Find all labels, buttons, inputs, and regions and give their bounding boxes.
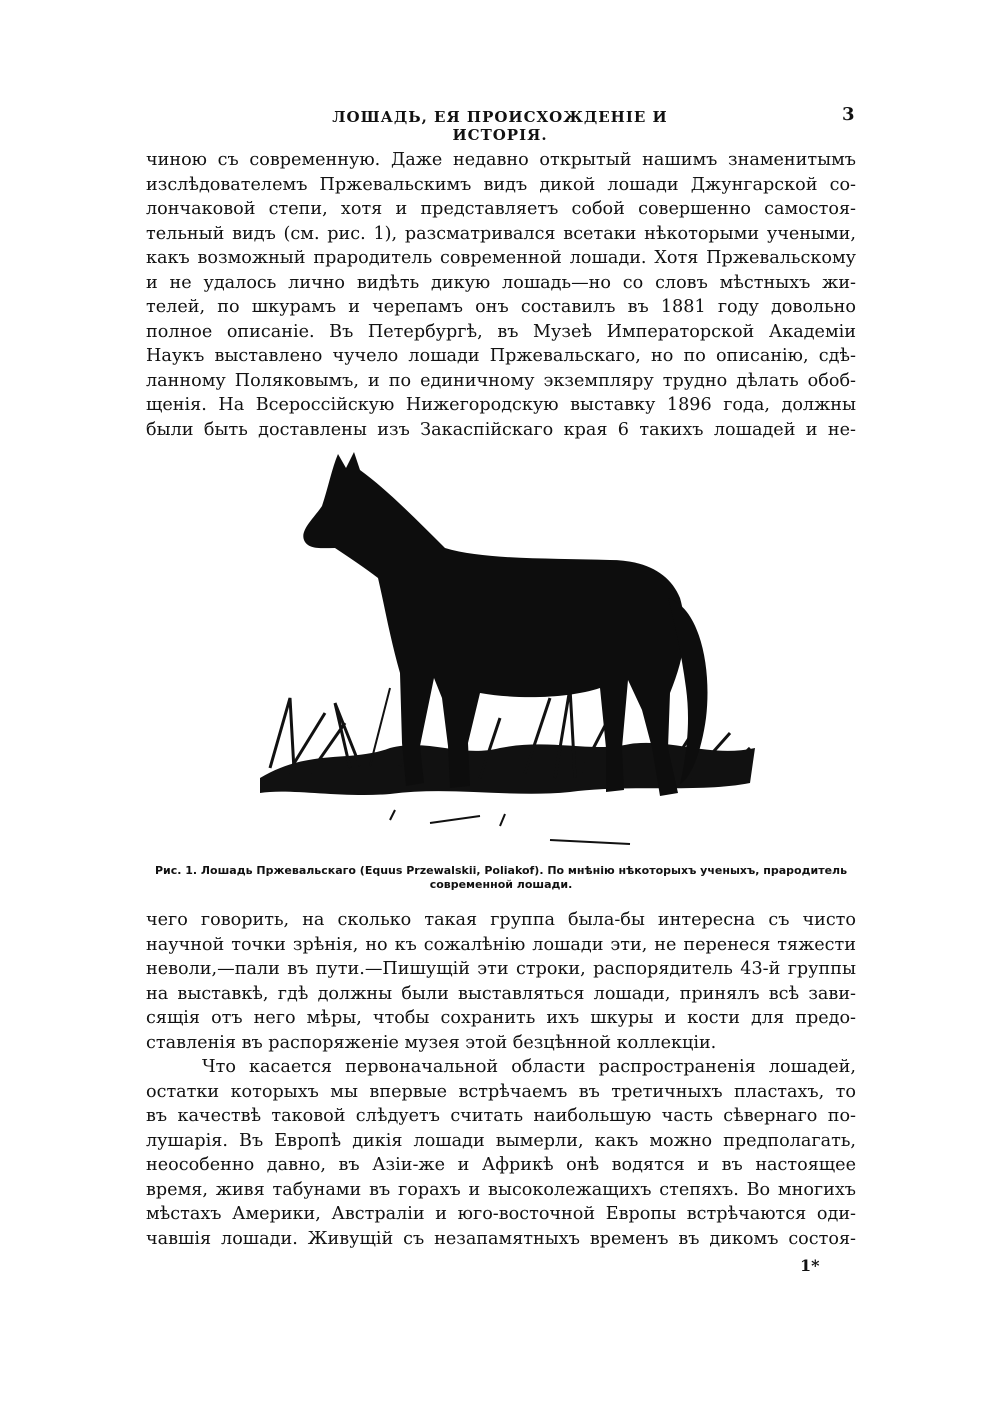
text-line: Наукъ выставлено чучело лошади Пржевальскаго, но по описанію, сдѣ-	[146, 346, 856, 366]
running-title: ЛОШАДЬ, ЕЯ ПРОИСХОЖДЕНІЕ И ИСТОРІЯ.	[332, 108, 668, 144]
signature-mark: 1*	[800, 1256, 820, 1275]
text-line: были быть доставлены изъ Закаспійскаго края 6 такихъ лошадей и не-	[146, 419, 856, 440]
text-line: чавшія лошади. Живущій съ незапамятныхъ временъ въ дикомъ состоя-	[146, 1228, 856, 1249]
text-line: чего говорить, на сколько такая группа была-бы интересна съ чисто	[146, 910, 856, 930]
paragraph-3	[146, 1055, 856, 1251]
page-number: 3	[842, 104, 855, 125]
text-line: ланному Поляковымъ, и по единичному экземпляру трудно дѣлать обоб-	[146, 370, 856, 391]
caption-line: современной лошади.	[429, 878, 573, 891]
text-line: лушарія. Въ Европѣ дикія лошади вымерли, какъ можно предполагать,	[146, 1130, 856, 1151]
text-line: чиною съ современную. Даже недавно открытый нашимъ знаменитымъ	[146, 150, 856, 170]
text-line: сящія отъ него мѣры, чтобы сохранить ихъ шкуры и кости для предо-	[146, 1008, 856, 1028]
text-line: изслѣдователемъ Пржевальскимъ видъ дикой лошади Джунгарской со-	[146, 174, 856, 195]
text-line: какъ возможный прародитель современной лошади. Хотя Пржевальскому	[146, 248, 856, 268]
text-line: и не удалось лично видѣть дикую лошадь—но со словъ мѣстныхъ жи-	[146, 272, 856, 293]
text-line: мѣстахъ Америки, Австраліи и юго-восточной Европы встрѣчаются оди-	[146, 1204, 856, 1224]
text-line: ставленія въ распоряженіе музея этой безцѣнной коллекціи.	[146, 1032, 717, 1053]
caption-line: Рис. 1. Лошадь Пржевальскаго (Equus Przewalskii, Poliakof). По мнѣнію нѣкоторыхъ ученыхъ, прародитель	[154, 864, 848, 877]
text-line: полное описаніе. Въ Петербургѣ, въ Музеѣ Императорской Академіи	[146, 321, 856, 342]
text-line: въ качествѣ таковой слѣдуетъ считать наибольшую часть сѣвернаго по-	[146, 1106, 856, 1126]
paragraph-1	[146, 148, 856, 442]
text-line: неособенно давно, въ Азіи-же и Африкѣ онѣ водятся и въ настоящее	[146, 1155, 856, 1175]
figure-horse-illustration	[250, 448, 770, 858]
text-line: остатки которыхъ мы впервые встрѣчаемъ въ третичныхъ пластахъ, то	[146, 1081, 856, 1102]
text-line: Что касается первоначальной области распространенія лошадей,	[202, 1057, 856, 1077]
text-line: лончаковой степи, хотя и представляетъ собой совершенно самостоя-	[146, 199, 856, 219]
text-line: тельный видъ (см. рис. 1), разсматривался всетаки нѣкоторыми учеными,	[146, 223, 856, 244]
horse-silhouette-icon	[250, 448, 770, 858]
text-line: научной точки зрѣнія, но къ сожалѣнію лошади эти, не перенеся тяжести	[146, 934, 856, 955]
text-line: щенія. На Всероссійскую Нижегородскую выставку 1896 года, должны	[146, 395, 856, 415]
text-line: время, живя табунами въ горахъ и высоколежащихъ степяхъ. Во многихъ	[146, 1179, 856, 1200]
paragraph-2	[146, 908, 856, 1055]
text-line: телей, по шкурамъ и черепамъ онъ составилъ въ 1881 году довольно	[146, 297, 856, 317]
text-line: на выставкѣ, гдѣ должны были выставляться лошади, принялъ всѣ зави-	[146, 983, 856, 1004]
figure-caption	[146, 864, 856, 892]
text-line: неволи,—пали въ пути.—Пишущій эти строки, распорядитель 43-й группы	[146, 959, 856, 979]
